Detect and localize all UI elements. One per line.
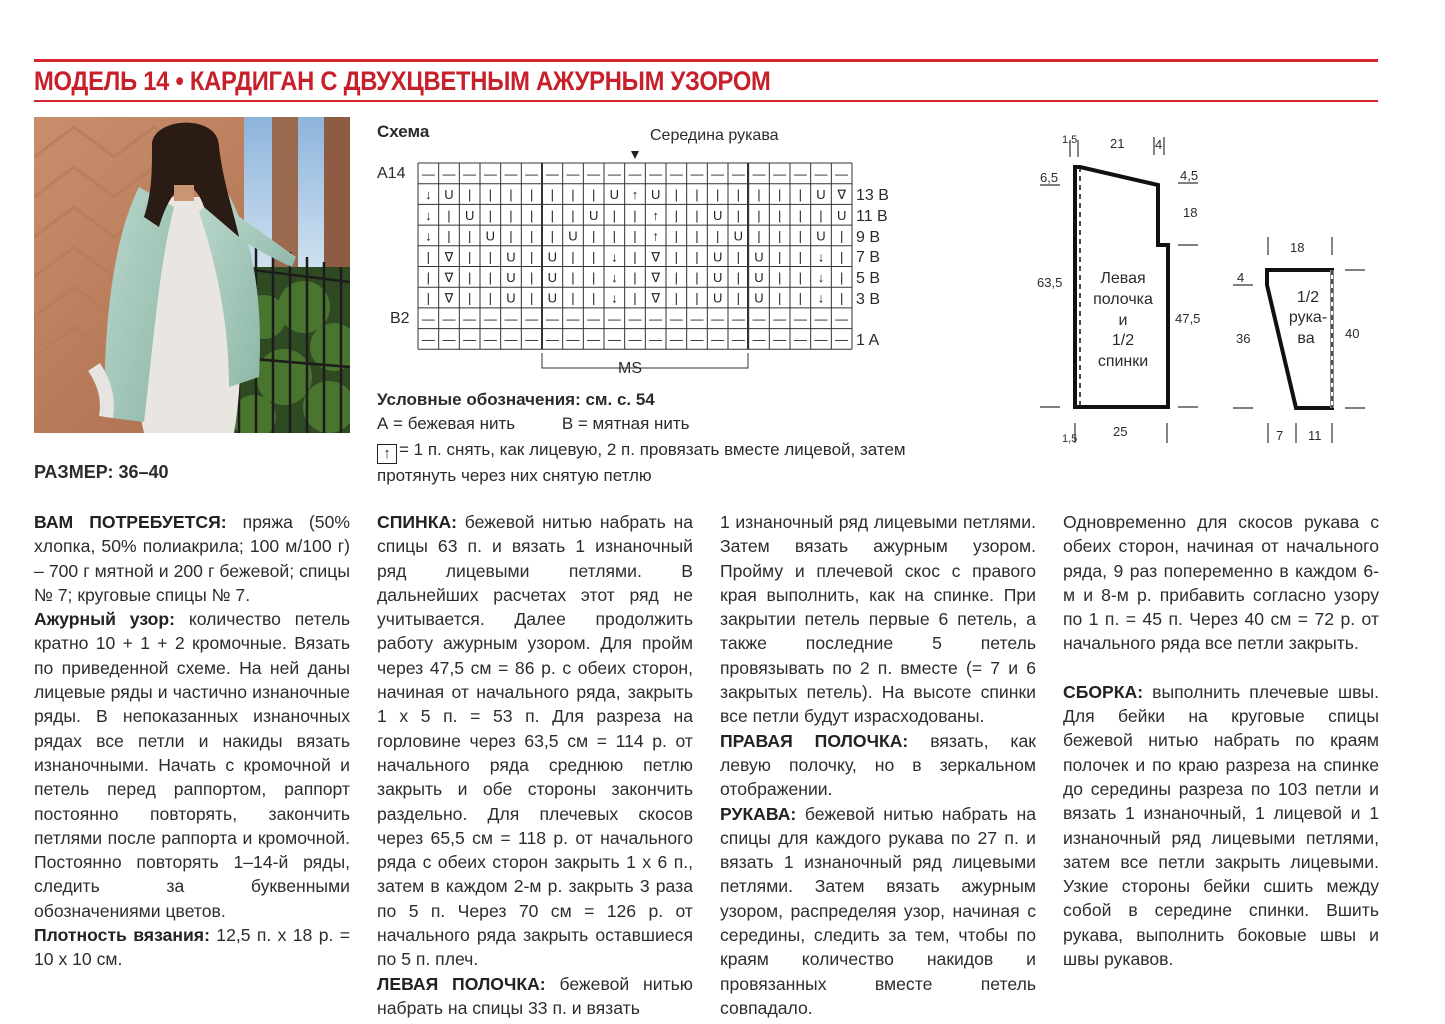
- chart-cell-symbol: —: [669, 332, 683, 348]
- chart-cell-symbol: —: [731, 332, 745, 348]
- lace-text: количество петель кратно 10 + 1 + 2 кромочные. Вязать по приведенной схеме. На ней даны лицевые ряды и частично изнаночные ряды. В непоказанных изнаночных рядах все петли и накиды вязать изнаночными. Начать с кромочной и петель перед раппортом, раппорт постоянно повторять, закончить петлями после раппорта и кромочной. Постоянно повторять 1–14-й ряды, следить за буквенными обозначениями цветов.: [34, 609, 350, 921]
- chart-cell-symbol: U: [754, 270, 764, 286]
- chart-cell-symbol: |: [571, 249, 575, 265]
- chart-cell-symbol: |: [467, 290, 472, 306]
- chart-cell-symbol: U: [754, 290, 764, 306]
- chart-cell-symbol: —: [442, 311, 456, 327]
- chart-cell-symbol: —: [711, 332, 725, 348]
- knitting-chart: [372, 118, 912, 380]
- row-label: 13 B: [856, 187, 889, 204]
- dim-label: 1,5: [1062, 134, 1078, 146]
- chart-cell-symbol: |: [591, 290, 596, 306]
- chart-cell-symbol: |: [509, 207, 513, 223]
- chart-cell-symbol: —: [421, 166, 435, 182]
- chart-cell-symbol: |: [591, 270, 596, 286]
- chart-cell-symbol: —: [731, 166, 745, 182]
- chart-cell-symbol: ↓: [425, 228, 432, 244]
- chart-cell-symbol: |: [529, 228, 534, 244]
- chart-cell-symbol: |: [571, 187, 575, 203]
- chart-cell-symbol: |: [467, 228, 472, 244]
- chart-cell-symbol: |: [839, 290, 844, 306]
- chart-cell-symbol: |: [736, 270, 741, 286]
- sleeves-cont-paragraph: Одновременно для скосов рукава с обеих сторон, начиная от начального ряда, 9 раз попеременно в каждом 6-м и 8-м р. прибавить согласно узору по 1 п. = 45 п. Через 40 см = 72 р. от начального ряда все петли закрыть.: [1063, 512, 1379, 654]
- chart-cell-symbol: |: [798, 249, 803, 265]
- chart-cell-symbol: ∇: [444, 270, 454, 286]
- left-piece-label: Левая: [1100, 270, 1146, 287]
- chart-cell-symbol: |: [633, 290, 637, 306]
- chart-cell-symbol: |: [798, 290, 803, 306]
- row-label: 5 B: [856, 270, 881, 287]
- chart-cell-symbol: U: [609, 187, 620, 203]
- chart-cell-symbol: —: [545, 166, 559, 182]
- chart-cell-symbol: |: [695, 207, 699, 223]
- dim-label: 25: [1113, 424, 1128, 439]
- chart-cell-symbol: —: [504, 166, 518, 182]
- chart-cell-symbol: |: [612, 207, 617, 223]
- chart-cell-symbol: —: [463, 166, 477, 182]
- chart-cell-symbol: |: [715, 187, 720, 203]
- chart-cell-symbol: —: [793, 166, 807, 182]
- chart-cell-symbol: —: [711, 166, 725, 182]
- chart-cell-symbol: U: [547, 270, 558, 286]
- chart-cell-symbol: |: [529, 290, 534, 306]
- chart-cell-symbol: —: [814, 166, 828, 182]
- chart-cell-symbol: |: [467, 270, 472, 286]
- chart-cell-symbol: |: [695, 187, 699, 203]
- chart-cell-symbol: |: [529, 249, 534, 265]
- chart-cell-symbol: |: [426, 249, 431, 265]
- chart-cell-symbol: |: [509, 228, 513, 244]
- chart-cell-symbol: |: [633, 249, 637, 265]
- chart-cell-symbol: —: [483, 311, 497, 327]
- chart-cell-symbol: |: [695, 249, 699, 265]
- chart-cell-symbol: |: [839, 228, 844, 244]
- chart-cell-symbol: —: [835, 332, 849, 348]
- chart-cell-symbol: |: [798, 228, 803, 244]
- chart-cell-symbol: |: [488, 187, 493, 203]
- chart-cell-symbol: |: [633, 228, 637, 244]
- chart-cell-symbol: U: [754, 249, 764, 265]
- chart-cell-symbol: |: [736, 249, 741, 265]
- chart-cell-symbol: —: [504, 332, 518, 348]
- legend-title: Условные обозначения: см. с. 54: [377, 390, 655, 409]
- chart-cell-symbol: |: [674, 249, 679, 265]
- dim-label: 36: [1236, 331, 1251, 346]
- chart-cell-symbol: —: [545, 311, 559, 327]
- chart-cell-symbol: —: [793, 332, 807, 348]
- chart-cell-symbol: U: [836, 207, 847, 223]
- chart-cell-symbol: U: [816, 187, 826, 203]
- chart-cell-symbol: |: [591, 228, 596, 244]
- chart-cell-symbol: U: [816, 228, 826, 244]
- chart-cell-symbol: |: [674, 270, 679, 286]
- label-ms: MS: [618, 360, 642, 377]
- chart-cell-symbol: ↓: [817, 249, 825, 265]
- sleeve-label: ва: [1297, 330, 1315, 347]
- right-front-paragraph: [720, 729, 1036, 802]
- left-piece-label: и: [1118, 312, 1128, 329]
- chart-cell-symbol: |: [509, 187, 513, 203]
- row-label: 7 B: [856, 249, 881, 266]
- row-label: 1 A: [856, 332, 880, 349]
- chart-cell-symbol: —: [463, 332, 477, 348]
- chart-cell-symbol: U: [464, 207, 475, 223]
- chart-cell-symbol: ↑: [652, 207, 659, 223]
- materials-paragraph: [34, 510, 350, 607]
- dim-label: 4: [1237, 270, 1245, 285]
- chart-cell-symbol: U: [712, 290, 723, 306]
- chart-cell-symbol: —: [628, 311, 642, 327]
- decrease-arrow-icon: ↑: [377, 444, 397, 464]
- chart-cell-symbol: |: [467, 187, 472, 203]
- chart-cell-symbol: |: [777, 228, 782, 244]
- legend-b: В = мятная нить: [561, 414, 690, 433]
- chart-cell-symbol: —: [752, 332, 766, 348]
- chart-cell-symbol: |: [447, 207, 451, 223]
- chart-cell-symbol: —: [566, 332, 580, 348]
- dim-label: 47,5: [1175, 311, 1201, 326]
- back-paragraph: [377, 510, 693, 972]
- knitting-chart-svg: [372, 118, 912, 380]
- chart-cell-symbol: |: [757, 207, 761, 223]
- sleeve-middle-label: Середина рукава: [650, 127, 779, 144]
- chart-cell-symbol: ∇: [651, 249, 661, 265]
- chart-cell-symbol: |: [674, 207, 679, 223]
- chart-cell-symbol: —: [463, 311, 477, 327]
- chart-cell-symbol: |: [591, 187, 596, 203]
- title-bottom-rule: [34, 100, 1378, 102]
- chart-cell-symbol: —: [731, 311, 745, 327]
- chart-cell-symbol: |: [695, 290, 699, 306]
- chart-cell-symbol: —: [607, 166, 621, 182]
- sleeves-heading: РУКАВА:: [720, 803, 797, 824]
- assembly-paragraph: [1063, 680, 1379, 972]
- chart-cell-symbol: |: [633, 270, 637, 286]
- chart-cell-symbol: —: [814, 332, 828, 348]
- chart-cell-symbol: U: [568, 228, 578, 244]
- chart-cell-symbol: U: [733, 228, 744, 244]
- chart-cell-symbol: |: [488, 207, 493, 223]
- chart-cell-symbol: |: [736, 187, 741, 203]
- back-text: бежевой нитью набрать на спицы 63 п. и вязать 1 изнаночный ряд лицевыми петлями. В дальнейших расчетах этот ряд не учитывается. Далее продолжить работу ажурным узором. Для пройм через 47,5 см = 86 р. с обеих сторон, начиная от начального ряда, закрыть 1 х 5 п. = 53 п. Для разреза на горловине через 63,5 см = 114 р. от начального ряда среднюю петлю закрыть и обе стороны закончить раздельно. Для плечевых скосов через 65,5 см = 118 р. от начального ряда с обеих сторон закрыть 1 х 6 п., затем в каждом 2-м р. закрыть 3 раза по 5 п. Через 70 см = 126 р. от начального ряда закрыть оставшиеся по 5 п. плеч.: [377, 512, 693, 970]
- chart-cell-symbol: |: [819, 207, 823, 223]
- chart-cell-symbol: |: [529, 187, 534, 203]
- materials-text: пряжа (50% хлопка, 50% полиакрила; 100 м/100 г) – 700 г мятной и 200 г бежевой; спицы № 7; круговые спицы № 7.: [34, 512, 350, 605]
- chart-cell-symbol: —: [525, 166, 539, 182]
- chart-cell-symbol: |: [757, 228, 761, 244]
- left-front-heading: ЛЕВАЯ ПОЛОЧКА:: [377, 973, 546, 994]
- right-front-heading: ПРАВАЯ ПОЛОЧКА:: [720, 730, 909, 751]
- chart-cell-symbol: —: [504, 311, 518, 327]
- chart-cell-symbol: —: [525, 332, 539, 348]
- density-paragraph: [34, 923, 350, 972]
- label-b2: B2: [390, 310, 410, 327]
- chart-cell-symbol: |: [529, 207, 534, 223]
- chart-cell-symbol: |: [674, 187, 679, 203]
- chart-cell-symbol: |: [633, 207, 637, 223]
- chart-cell-symbol: |: [550, 207, 555, 223]
- chart-cell-symbol: U: [712, 249, 723, 265]
- chart-cell-symbol: ↓: [425, 207, 432, 223]
- chart-cell-symbol: ∇: [837, 187, 847, 203]
- chart-cell-symbol: |: [488, 290, 493, 306]
- chart-cell-symbol: |: [426, 270, 431, 286]
- chart-cell-symbol: |: [839, 249, 844, 265]
- chart-cell-symbol: —: [628, 166, 642, 182]
- chart-cell-symbol: —: [690, 311, 704, 327]
- chart-cell-symbol: —: [587, 332, 601, 348]
- chart-cell-symbol: |: [777, 207, 782, 223]
- chart-cell-symbol: U: [650, 187, 661, 203]
- chart-cell-symbol: |: [777, 290, 782, 306]
- chart-cell-symbol: |: [777, 187, 782, 203]
- chart-cell-symbol: |: [591, 249, 596, 265]
- chart-cell-symbol: U: [485, 228, 496, 244]
- assembly-heading: СБОРКА:: [1063, 681, 1144, 702]
- model-photo-illustration: [34, 117, 350, 433]
- left-piece-label: 1/2: [1111, 332, 1135, 349]
- chart-cell-symbol: |: [447, 228, 451, 244]
- chart-cell-symbol: ↓: [817, 290, 825, 306]
- chart-cell-symbol: —: [711, 311, 725, 327]
- chart-cell-symbol: |: [612, 228, 617, 244]
- chart-cell-symbol: |: [674, 228, 679, 244]
- chart-cell-symbol: —: [752, 311, 766, 327]
- chart-cell-symbol: ↑: [652, 228, 659, 244]
- chart-cell-symbol: —: [587, 311, 601, 327]
- chart-cell-symbol: U: [712, 270, 723, 286]
- chart-cell-symbol: —: [587, 166, 601, 182]
- chart-cell-symbol: ↓: [611, 270, 618, 286]
- chart-cell-symbol: |: [426, 290, 431, 306]
- left-front-text: бежевой нитью набрать на спицы 33 п. и вязать: [377, 973, 693, 1018]
- chart-cell-symbol: |: [571, 290, 575, 306]
- chart-cell-symbol: ∇: [444, 290, 454, 306]
- chart-cell-symbol: ↓: [611, 249, 618, 265]
- chart-cell-symbol: |: [550, 187, 555, 203]
- chart-cell-symbol: U: [506, 290, 516, 306]
- chart-cell-symbol: —: [814, 311, 828, 327]
- legend-a: А = бежевая нить: [377, 414, 516, 433]
- chart-cell-symbol: U: [547, 290, 558, 306]
- chart-cell-symbol: U: [506, 249, 516, 265]
- sleeve-label: рука-: [1288, 309, 1328, 326]
- chart-cell-symbol: |: [839, 270, 844, 286]
- chart-cell-symbol: |: [695, 270, 699, 286]
- chart-cell-symbol: |: [488, 270, 493, 286]
- chart-cell-symbol: ∇: [651, 270, 661, 286]
- density-text: 12,5 п. х 18 р. = 10 х 10 см.: [34, 925, 350, 970]
- chart-cell-symbol: |: [467, 249, 472, 265]
- chart-cell-symbol: —: [690, 166, 704, 182]
- chart-cell-symbol: |: [571, 270, 575, 286]
- column-1: [34, 510, 350, 1010]
- chart-cell-symbol: —: [835, 166, 849, 182]
- chart-cell-symbol: |: [488, 249, 493, 265]
- chart-cell-symbol: |: [736, 207, 741, 223]
- back-heading: СПИНКА:: [377, 512, 458, 532]
- chart-cell-symbol: —: [773, 166, 787, 182]
- chart-cell-symbol: —: [669, 311, 683, 327]
- sleeves-paragraph: [720, 802, 1036, 1021]
- dim-label: 11: [1308, 428, 1322, 443]
- legend-symbol: [377, 438, 937, 488]
- chart-cell-symbol: |: [695, 228, 699, 244]
- chart-cell-symbol: U: [547, 249, 558, 265]
- left-front-cont-paragraph: 1 изнаночный ряд лицевыми петлями. Затем вязать ажурным узором. Пройму и плечевой скос с правого края выполнить, как на спинке. При закрытии петель первые 6 петель, а также последние 5 петель провязывать по 2 п. вместе (= 7 и 6 закрытых петель). На высоте спинки все петли будут израсходованы.: [720, 512, 1036, 727]
- dim-label: 7: [1276, 428, 1284, 443]
- chart-cell-symbol: —: [566, 166, 580, 182]
- row-label: 3 B: [856, 291, 881, 308]
- chart-cell-symbol: —: [421, 332, 435, 348]
- row-label: 11 B: [856, 208, 888, 225]
- density-heading: Плотность вязания:: [34, 925, 210, 946]
- chart-cell-symbol: —: [607, 332, 621, 348]
- chart-cell-symbol: —: [669, 166, 683, 182]
- assembly-text: выполнить плечевые швы. Для бейки на круговые спицы бежевой нитью набрать по краям полочек и по краю разреза на спинке до середины разреза по 103 петли и вязать 1 изнаночный, 1 лицевой и 1 изнаночный ряд лицевыми петлями, затем все петли закрыть лицевыми. Узкие стороны бейки сшить между собой в середине спинки. Вшить рукава, выполнить боковые швы и швы рукавов.: [1063, 681, 1379, 970]
- sleeves-text: бежевой нитью набрать на спицы для каждого рукава по 27 п. и вязать 1 изнаночный ряд лицевыми петлями. Затем вязать ажурным узором, распределяя узор, начиная с середины, следить за тем, чтобы по краям количество накидов и провязанных вместе петель совпадало.: [720, 803, 1036, 1018]
- lace-heading: Ажурный узор:: [34, 609, 175, 630]
- label-a14: A14: [377, 165, 406, 182]
- chart-cell-symbol: |: [715, 228, 720, 244]
- chart-cell-symbol: —: [442, 332, 456, 348]
- chart-cell-symbol: |: [757, 187, 761, 203]
- chart-cell-symbol: —: [525, 311, 539, 327]
- materials-heading: ВАМ ПОТРЕБУЕТСЯ:: [34, 512, 227, 532]
- chart-cell-symbol: ∇: [444, 249, 454, 265]
- chart-cell-symbol: |: [674, 290, 679, 306]
- chart-cell-symbol: —: [483, 332, 497, 348]
- chart-cell-symbol: —: [628, 332, 642, 348]
- chart-cell-symbol: |: [798, 187, 803, 203]
- chart-cell-symbol: U: [712, 207, 723, 223]
- row-label: 9 B: [856, 229, 881, 246]
- left-piece-label: спинки: [1097, 353, 1149, 370]
- garment-patterns-svg: [1030, 125, 1420, 455]
- column-3: [720, 510, 1036, 1018]
- dim-label: 18: [1183, 205, 1198, 220]
- dim-label: 4: [1155, 137, 1163, 152]
- column-4: [1063, 510, 1379, 1010]
- chart-cell-symbol: —: [773, 311, 787, 327]
- chart-cell-symbol: |: [798, 207, 803, 223]
- chart-cell-symbol: ↓: [817, 270, 825, 286]
- chart-cell-symbol: ↑: [631, 187, 639, 203]
- chart-cell-symbol: —: [835, 311, 849, 327]
- title-top-rule: [34, 59, 1378, 62]
- chart-cell-symbol: U: [588, 207, 599, 223]
- chart-cell-symbol: —: [545, 332, 559, 348]
- chart-cell-symbol: —: [752, 166, 766, 182]
- center-marker-icon: [631, 151, 639, 159]
- chart-cell-symbol: |: [529, 270, 534, 286]
- legend-colors: [377, 414, 690, 434]
- chart-cell-symbol: |: [798, 270, 803, 286]
- left-front-outline: [1075, 167, 1168, 407]
- chart-cell-symbol: —: [793, 311, 807, 327]
- chart-symbols: [422, 167, 848, 348]
- dim-label: 40: [1345, 326, 1360, 341]
- dim-label: 4,5: [1180, 168, 1199, 183]
- chart-cell-symbol: —: [566, 311, 580, 327]
- dim-label: 1,5: [1062, 433, 1078, 445]
- chart-cell-symbol: —: [442, 166, 456, 182]
- chart-cell-symbol: ∇: [651, 290, 661, 306]
- model-photo: [34, 117, 350, 433]
- chart-cell-symbol: |: [777, 249, 782, 265]
- dim-label: 18: [1290, 240, 1305, 255]
- left-piece-label: полочка: [1093, 291, 1153, 308]
- dim-label: 6,5: [1040, 170, 1059, 185]
- chart-cell-symbol: —: [649, 166, 663, 182]
- chart-cell-symbol: ↓: [425, 187, 432, 203]
- legend-symbol-text: = 1 п. снять, как лицевую, 2 п. провязать вместе лицевой, затем протянуть через них снятую петлю: [377, 440, 906, 485]
- ms-bracket: [542, 353, 748, 368]
- dim-label: 21: [1110, 136, 1125, 151]
- row-labels: [856, 187, 889, 349]
- scheme-title: Схема: [377, 122, 430, 141]
- chart-cell-symbol: —: [773, 332, 787, 348]
- lace-paragraph: [34, 607, 350, 923]
- chart-cell-symbol: |: [571, 207, 575, 223]
- chart-cell-symbol: —: [649, 332, 663, 348]
- right-front-text: вязать, как левую полочку, но в зеркальном отображении.: [720, 730, 1036, 800]
- chart-cell-symbol: |: [550, 228, 555, 244]
- chart-cell-symbol: —: [649, 311, 663, 327]
- chart-cell-symbol: |: [777, 270, 782, 286]
- left-front-paragraph: [377, 972, 693, 1021]
- chart-cell-symbol: —: [483, 166, 497, 182]
- chart-cell-symbol: —: [690, 332, 704, 348]
- chart-cell-symbol: |: [736, 290, 741, 306]
- page-title: МОДЕЛЬ 14 • КАРДИГАН С ДВУХЦВЕТНЫМ АЖУРНЫМ УЗОРОМ: [34, 66, 771, 96]
- chart-cell-symbol: —: [607, 311, 621, 327]
- chart-cell-symbol: ↓: [611, 290, 618, 306]
- chart-cell-symbol: —: [421, 311, 435, 327]
- chart-cell-symbol: U: [506, 270, 516, 286]
- garment-patterns: [1030, 125, 1420, 455]
- column-2: [377, 510, 693, 1018]
- sleeve-label: 1/2: [1296, 289, 1320, 306]
- chart-cell-symbol: U: [444, 187, 454, 203]
- size-label: РАЗМЕР: 36–40: [34, 462, 169, 482]
- dim-label: 63,5: [1037, 275, 1063, 290]
